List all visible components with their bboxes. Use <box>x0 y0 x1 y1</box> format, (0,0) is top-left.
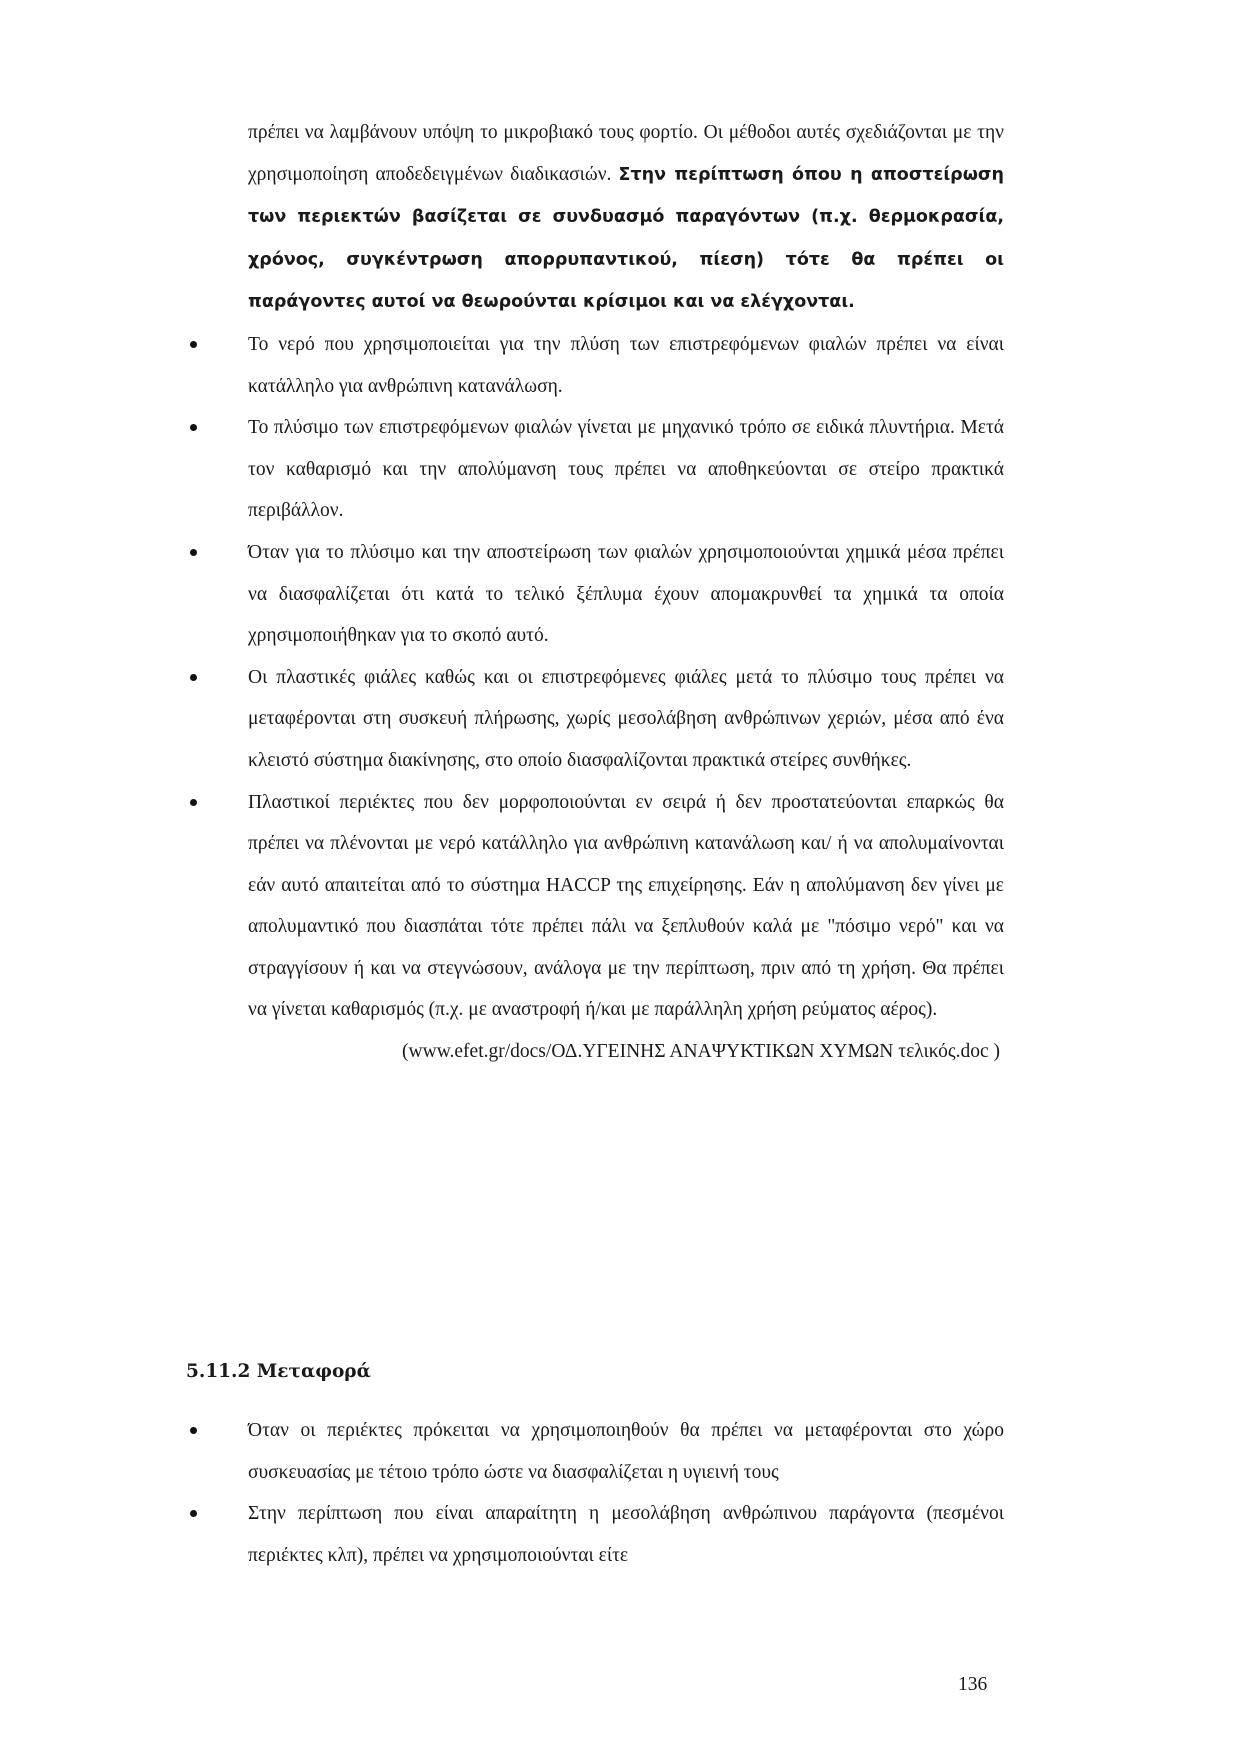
bullet-text: Πλαστικοί περιέκτες που δεν μορφοποιούνται εν σειρά ή δεν προστατεύονται επαρκώς θα πρέπει να πλένονται με νερό κατάλληλο για ανθρώπινη κατανάλωση και/ ή να απολυμαίνονται εάν αυτό απαιτείται από το σύστημα HACCP της επιχείρησης. Εάν η απολύμανση δεν γίνει με απολυμαντικό που διασπάται τότε πρέπει πάλι να ξεπλυθούν καλά με "πόσιμο νερό" και να στραγγίσουν ή και να στεγνώσουν, ανάλογα με την περίπτωση, πριν από τη χρήση. Θα πρέπει να γίνεται καθαρισμός (π.χ. με αναστροφή ή/και με παράλληλη χρήση ρεύματος αέρος). <box>248 791 1004 1021</box>
bullet-item <box>248 324 1004 407</box>
bullet-dot-icon <box>190 1427 197 1434</box>
bullet-item <box>248 1410 1004 1493</box>
bullet-dot-icon <box>190 799 197 806</box>
bullet-text: Όταν για το πλύσιμο και την αποστείρωση των φιαλών χρησιμοποιούνται χημικά μέσα πρέπει να διασφαλίζεται ότι κατά το τελικό ξέπλυμα έχουν απομακρυνθεί τα χημικά τα οποία χρησιμοποιήθηκαν για το σκοπό αυτό. <box>248 541 1004 647</box>
page-number: 136 <box>958 1674 988 1695</box>
section-text <box>248 1410 1004 1576</box>
bullet-text: Στην περίπτωση που είναι απαραίτητη η μεσολάβηση ανθρώπινου παράγοντα (πεσμένοι περιέκτες κλπ), πρέπει να χρησιμοποιούνται είτε <box>248 1503 1004 1566</box>
main-text <box>248 112 1004 1073</box>
bullet-dot-icon <box>190 424 197 431</box>
intro-bold-text: Στην περίπτωση όπου η αποστείρωση των περιεκτών βασίζεται σε συνδυασμό παραγόντων (π.χ. θερμοκρασία, χρόνος, συγκέντρωση απορρυπαντικού, πίεση) τότε θα πρέπει οι παράγοντες αυτοί να θεωρούνται κρίσιμοι και να ελέγχονται. <box>248 164 1004 313</box>
source-citation: (www.efet.gr/docs/ΟΔ.ΥΓΕΙΝΗΣ ΑΝΑΨΥΚΤΙΚΩΝ ΧΥΜΩΝ τελικός.doc ) <box>402 1041 1000 1063</box>
bullet-text: Το πλύσιμο των επιστρεφόμενων φιαλών γίνεται με μηχανικό τρόπο σε ειδικά πλυντήρια. Μετά τον καθαρισμό και την απολύμανση τους πρέπει να αποθηκεύονται σε στείρο πρακτικά περιβάλλον. <box>248 417 1004 522</box>
bullet-item <box>248 532 1004 657</box>
intro-paragraph <box>248 112 1004 324</box>
bullet-dot-icon <box>190 549 197 556</box>
bullet-item <box>248 407 1004 532</box>
section-heading: 5.11.2 Μεταφορά <box>186 1361 371 1382</box>
bullet-dot-icon <box>190 341 197 348</box>
bullet-item <box>248 657 1004 782</box>
bullet-text: Το νερό που χρησιμοποιείται για την πλύση των επιστρεφόμενων φιαλών πρέπει να είναι κατάλληλο για ανθρώπινη κατανάλωση. <box>248 333 1004 397</box>
intro-text: πρέπει να λαμβάνουν υπόψη το μικροβιακό τους φορτίο. Οι μέθοδοι αυτές σχεδιάζονται με την χρησιμοποίηση αποδεδειγμένων διαδικασιών. <box>248 122 1004 185</box>
bullet-text: Όταν οι περιέκτες πρόκειται να χρησιμοποιηθούν θα πρέπει να μεταφέρονται στο χώρο συσκευασίας με τέτοιο τρόπο ώστε να διασφαλίζεται η υγιεινή τους <box>248 1420 1004 1483</box>
bullet-item <box>248 782 1004 1032</box>
bullet-item <box>248 1493 1004 1576</box>
bullet-dot-icon <box>190 1510 197 1517</box>
bullet-text: Οι πλαστικές φιάλες καθώς και οι επιστρεφόμενες φιάλες μετά το πλύσιμο τους πρέπει να μεταφέρονται στη συσκευή πλήρωσης, χωρίς μεσολάβηση ανθρώπινων χεριών, μέσα από ένα κλειστό σύστημα διακίνησης, στο οποίο διασφαλίζονται πρακτικά στείρες συνθήκες. <box>248 666 1004 771</box>
bullet-dot-icon <box>190 674 197 681</box>
